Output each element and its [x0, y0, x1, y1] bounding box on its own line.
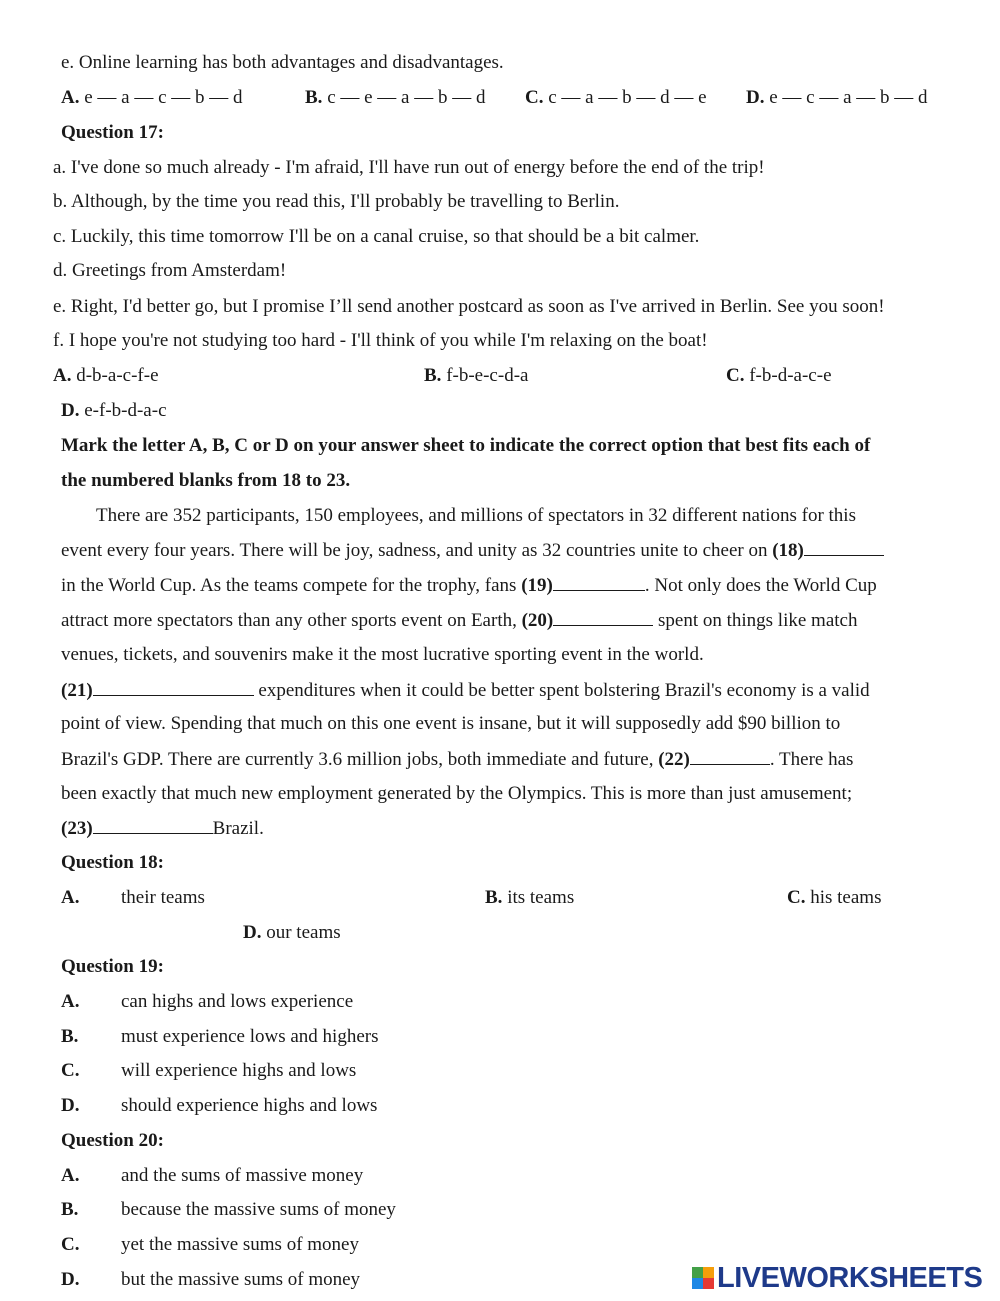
q18-option-b[interactable]	[485, 886, 574, 910]
option-letter: A.	[61, 991, 80, 1012]
passage-line-10	[61, 816, 264, 841]
option-letter: D.	[61, 1269, 80, 1290]
blank-22[interactable]	[690, 747, 770, 765]
option-text: his teams	[810, 887, 882, 908]
passage-line-1: There are 352 participants, 150 employees, and millions of spectators in 32 different nations for this	[96, 505, 856, 526]
option-letter: C.	[726, 365, 745, 386]
option-letter: B.	[61, 1199, 79, 1220]
option-text: e — a — c — b — d	[84, 87, 243, 108]
q19-option-c[interactable]	[61, 1059, 357, 1083]
q20-heading: Question 20:	[61, 1130, 164, 1151]
q17-option-c[interactable]	[726, 364, 832, 388]
option-text: its teams	[507, 887, 575, 908]
option-letter: B.	[424, 365, 442, 386]
q20-option-a[interactable]	[61, 1164, 364, 1188]
option-letter: D.	[746, 87, 765, 108]
option-letter: C.	[61, 1234, 80, 1255]
instruction-line-1: Mark the letter A, B, C or D on your answer sheet to indicate the correct option that best fits each of	[61, 435, 871, 456]
liveworksheets-wordmark: LIVEWORKSHEETS	[717, 1261, 983, 1294]
blank-18[interactable]	[804, 538, 884, 556]
q16-option-c[interactable]	[525, 86, 707, 110]
option-letter: C.	[61, 1060, 80, 1081]
option-text: and the sums of massive money	[121, 1165, 364, 1186]
option-text: because the massive sums of money	[121, 1199, 396, 1220]
option-text: must experience lows and highers	[121, 1026, 379, 1047]
option-letter: D.	[61, 400, 80, 421]
option-letter: B.	[305, 87, 323, 108]
q16-item-e: e. Online learning has both advantages and disadvantages.	[61, 52, 504, 73]
passage-text: attract more spectators than any other sports event on Earth,	[61, 610, 522, 631]
passage-line-9: been exactly that much new employment generated by the Olympics. This is more than just amusement;	[61, 783, 853, 804]
passage-line-6	[61, 678, 870, 703]
blank-22-label: (22)	[658, 749, 690, 770]
passage-line-4	[61, 608, 857, 633]
q17-item-d: d. Greetings from Amsterdam!	[53, 260, 287, 281]
q19-option-d[interactable]	[61, 1094, 378, 1118]
blank-18-label: (18)	[772, 540, 804, 561]
blank-21-label: (21)	[61, 680, 93, 701]
passage-text: . Not only does the World Cup	[644, 575, 877, 596]
passage-text: Brazil's GDP. There are currently 3.6 million jobs, both immediate and future,	[61, 749, 659, 770]
passage-text: spent on things like match	[653, 610, 858, 631]
passage-text: event every four years. There will be joy, sadness, and unity as 32 countries unite to cheer on	[61, 540, 773, 561]
passage-text: Brazil.	[212, 818, 264, 839]
option-text: f-b-d-a-c-e	[749, 365, 832, 386]
option-text: yet the massive sums of money	[121, 1234, 359, 1255]
blank-19[interactable]	[553, 573, 645, 591]
blank-23-label: (23)	[61, 818, 93, 839]
option-text: c — e — a — b — d	[327, 87, 486, 108]
passage-line-8	[61, 747, 853, 772]
option-text: will experience highs and lows	[121, 1060, 357, 1081]
q17-item-b: b. Although, by the time you read this, I'll probably be travelling to Berlin.	[53, 191, 620, 212]
option-text: but the massive sums of money	[121, 1269, 361, 1290]
q16-option-a[interactable]	[61, 86, 243, 110]
q17-item-f: f. I hope you're not studying too hard - I'll think of you while I'm relaxing on the boat!	[53, 330, 708, 351]
passage-line-2	[61, 538, 884, 563]
option-text: e — c — a — b — d	[769, 87, 928, 108]
option-text: their teams	[121, 887, 205, 908]
q20-option-c[interactable]	[61, 1233, 359, 1257]
option-letter: A.	[61, 1165, 80, 1186]
passage-line-7: point of view. Spending that much on this one event is insane, but it will supposedly add $90 billion to	[61, 713, 841, 734]
option-text: d-b-a-c-f-e	[76, 365, 159, 386]
q17-heading: Question 17:	[61, 122, 164, 143]
option-letter: D.	[243, 922, 262, 943]
q19-option-a[interactable]	[61, 990, 354, 1014]
option-text: f-b-e-c-d-a	[446, 365, 529, 386]
option-text: c — a — b — d — e	[548, 87, 707, 108]
option-text: should experience highs and lows	[121, 1095, 378, 1116]
q17-item-a: a. I've done so much already - I'm afraid, I'll have run out of energy before the end of the trip!	[53, 157, 765, 178]
option-letter: A.	[61, 87, 80, 108]
q20-option-b[interactable]	[61, 1198, 396, 1222]
q17-option-d[interactable]	[61, 399, 167, 423]
q20-option-d[interactable]	[61, 1268, 361, 1292]
passage-text: . There has	[769, 749, 854, 770]
q16-option-d[interactable]	[746, 86, 928, 110]
q17-item-e: e. Right, I'd better go, but I promise I’ll send another postcard as soon as I've arrived in Berlin. See you soon!	[53, 296, 885, 317]
q19-heading: Question 19:	[61, 956, 164, 977]
liveworksheets-logo	[692, 1262, 992, 1294]
blank-20-label: (20)	[521, 610, 554, 631]
blank-19-label: (19)	[521, 575, 553, 596]
passage-text: in the World Cup. As the teams compete for the trophy, fans	[61, 575, 522, 596]
blank-20[interactable]	[553, 608, 653, 626]
liveworksheets-logo-icon	[692, 1267, 714, 1289]
blank-21[interactable]	[93, 678, 254, 696]
option-letter: C.	[787, 887, 806, 908]
option-text: e-f-b-d-a-c	[84, 400, 167, 421]
q18-option-a[interactable]	[61, 886, 205, 910]
option-text: can highs and lows experience	[121, 991, 354, 1012]
q17-option-a[interactable]	[53, 364, 159, 388]
passage-text: expenditures when it could be better spent bolstering Brazil's economy is a valid	[253, 680, 870, 701]
passage-line-3	[61, 573, 877, 598]
option-letter: D.	[61, 1095, 80, 1116]
option-text: our teams	[266, 922, 341, 943]
option-letter: B.	[61, 1026, 79, 1047]
blank-23[interactable]	[93, 816, 213, 834]
q17-option-b[interactable]	[424, 364, 528, 388]
option-letter: B.	[485, 887, 503, 908]
q19-option-b[interactable]	[61, 1025, 379, 1049]
option-letter: C.	[525, 87, 544, 108]
q17-item-c: c. Luckily, this time tomorrow I'll be on a canal cruise, so that should be a bit calmer.	[53, 226, 700, 247]
passage-line-5: venues, tickets, and souvenirs make it the most lucrative sporting event in the world.	[61, 644, 704, 665]
instruction-line-2: the numbered blanks from 18 to 23.	[61, 470, 351, 491]
option-letter: A.	[61, 887, 80, 908]
q18-option-d[interactable]	[243, 921, 341, 945]
q16-option-b[interactable]	[305, 86, 486, 110]
q18-option-c[interactable]	[787, 886, 881, 910]
option-letter: A.	[53, 365, 72, 386]
q18-heading: Question 18:	[61, 852, 164, 873]
